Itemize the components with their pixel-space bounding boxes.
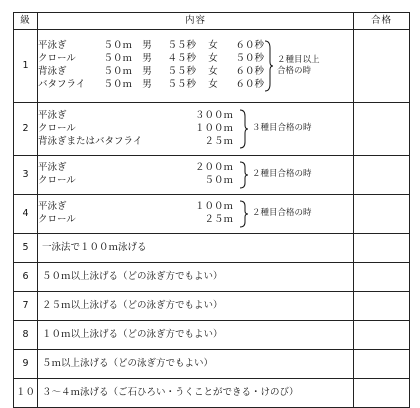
pass-condition-line: ２種目以上 xyxy=(277,54,320,65)
pass-condition xyxy=(252,169,312,180)
stroke-name: 平泳ぎ xyxy=(38,162,67,174)
stroke-line xyxy=(38,175,233,188)
grade-content xyxy=(38,156,354,195)
requirement-text: ３～４ｍ泳げる（ご石ひろい・うくことができる・けのび） xyxy=(42,386,299,398)
grade-content xyxy=(38,263,354,292)
strokes-block xyxy=(38,161,353,189)
grade-row-4 xyxy=(14,195,410,234)
header-content: 内容 xyxy=(38,13,354,30)
pass-cell[interactable] xyxy=(354,156,410,195)
stroke-name: クロール xyxy=(38,175,76,187)
stroke-name: 背泳ぎまたはバタフライ xyxy=(38,135,143,147)
stroke-distance: ５０ｍ xyxy=(103,79,132,91)
female-label: 女 xyxy=(208,66,218,78)
grade-content xyxy=(38,195,354,234)
stroke-line xyxy=(38,53,264,66)
stroke-line xyxy=(38,110,233,123)
pass-cell[interactable] xyxy=(354,103,410,156)
pass-condition-line: ３種目合格の時 xyxy=(252,123,312,134)
grade-number: 9 xyxy=(14,350,38,379)
grade-content xyxy=(38,321,354,350)
male-time: ５５秒 xyxy=(167,79,196,91)
grade-number: 7 xyxy=(14,292,38,321)
stroke-distance: ５０ｍ xyxy=(204,175,233,187)
stroke-line xyxy=(38,162,233,175)
stroke-distance: １００ｍ xyxy=(194,122,233,134)
pass-cell[interactable] xyxy=(354,30,410,103)
female-time: ６０秒 xyxy=(235,66,264,78)
stroke-lines xyxy=(38,162,233,188)
right-brace-icon xyxy=(239,161,249,189)
stroke-name: 背泳ぎ xyxy=(38,66,67,78)
grade-row-10 xyxy=(14,379,410,408)
header-row xyxy=(14,13,410,30)
stroke-name: クロール xyxy=(38,53,76,65)
pass-cell[interactable] xyxy=(354,195,410,234)
grade-number: 8 xyxy=(14,321,38,350)
grade-content xyxy=(38,30,354,103)
grade-row-7 xyxy=(14,292,410,321)
stroke-lines xyxy=(38,40,264,92)
stroke-lines xyxy=(38,110,233,149)
pass-cell[interactable] xyxy=(354,263,410,292)
header-pass: 合格 xyxy=(354,13,410,30)
grade-number: 5 xyxy=(14,234,38,263)
grade-row-8 xyxy=(14,321,410,350)
strokes-block xyxy=(38,109,353,149)
stroke-distance: ５０ｍ xyxy=(103,40,132,52)
pass-cell[interactable] xyxy=(354,350,410,379)
grade-row-3 xyxy=(14,156,410,195)
pass-condition xyxy=(277,55,320,77)
pass-condition-line: ２種目合格の時 xyxy=(252,208,312,219)
grade-row-1 xyxy=(14,30,410,103)
stroke-distance: ３００ｍ xyxy=(194,109,233,121)
pass-condition-line: ２種目合格の時 xyxy=(252,169,312,180)
stroke-lines xyxy=(38,201,233,227)
female-label: 女 xyxy=(208,79,218,91)
stroke-name: 平泳ぎ xyxy=(38,201,67,213)
strokes-block xyxy=(38,200,353,228)
pass-cell[interactable] xyxy=(354,379,410,408)
strokes-block xyxy=(38,40,353,92)
requirement-text: ５０ｍ以上泳げる（どの泳ぎ方でもよい） xyxy=(42,270,223,282)
stroke-name: 平泳ぎ xyxy=(38,109,67,121)
requirement-text: ２５ｍ以上泳げる（どの泳ぎ方でもよい） xyxy=(42,299,223,311)
grade-row-2 xyxy=(14,103,410,156)
grade-number: 2 xyxy=(14,103,38,156)
grade-content xyxy=(38,350,354,379)
pass-condition xyxy=(252,123,312,134)
right-brace-icon xyxy=(239,200,249,228)
grade-row-9 xyxy=(14,350,410,379)
stroke-line xyxy=(38,123,233,136)
female-time: ６０秒 xyxy=(235,40,264,52)
stroke-line xyxy=(38,201,233,214)
right-brace-icon xyxy=(264,40,274,92)
grade-number: １０ xyxy=(14,379,38,408)
male-label: 男 xyxy=(142,66,152,78)
grade-content xyxy=(38,103,354,156)
grade-row-6 xyxy=(14,263,410,292)
grade-number: 6 xyxy=(14,263,38,292)
stroke-line xyxy=(38,214,233,227)
stroke-line xyxy=(38,66,264,79)
stroke-name: クロール xyxy=(38,122,76,134)
stroke-distance: ２５ｍ xyxy=(204,214,233,226)
pass-cell[interactable] xyxy=(354,292,410,321)
stroke-line xyxy=(38,136,233,149)
stroke-distance: ２５ｍ xyxy=(204,135,233,147)
grade-content xyxy=(38,234,354,263)
requirement-text: 一泳法で１００ｍ泳げる xyxy=(42,241,147,253)
pass-cell[interactable] xyxy=(354,321,410,350)
stroke-name: 平泳ぎ xyxy=(38,40,67,52)
pass-condition xyxy=(252,208,312,219)
grade-number: 3 xyxy=(14,156,38,195)
male-time: ４５秒 xyxy=(167,53,196,65)
grade-number: 4 xyxy=(14,195,38,234)
stroke-distance: ５０ｍ xyxy=(103,66,132,78)
stroke-distance: ２００ｍ xyxy=(194,162,233,174)
swim-grade-table xyxy=(13,12,410,408)
pass-cell[interactable] xyxy=(354,234,410,263)
right-brace-icon xyxy=(239,109,249,149)
header-grade: 級 xyxy=(14,13,38,30)
stroke-distance: １００ｍ xyxy=(194,201,233,213)
grade-row-5 xyxy=(14,234,410,263)
female-label: 女 xyxy=(208,53,218,65)
stroke-name: バタフライ xyxy=(38,79,86,91)
stroke-name: クロール xyxy=(38,214,76,226)
stroke-line xyxy=(38,40,264,53)
male-time: ５５秒 xyxy=(167,66,196,78)
requirement-text: １０ｍ以上泳げる（どの泳ぎ方でもよい） xyxy=(42,328,223,340)
male-label: 男 xyxy=(142,79,152,91)
requirement-text: ５ｍ以上泳げる（どの泳ぎ方でもよい） xyxy=(42,357,214,369)
female-time: ５０秒 xyxy=(235,53,264,65)
male-label: 男 xyxy=(142,40,152,52)
grade-content xyxy=(38,379,354,408)
stroke-distance: ５０ｍ xyxy=(103,53,132,65)
grade-number: 1 xyxy=(14,30,38,103)
stroke-line xyxy=(38,79,264,92)
male-label: 男 xyxy=(142,53,152,65)
female-label: 女 xyxy=(208,40,218,52)
female-time: ６０秒 xyxy=(235,79,264,91)
pass-condition-line: 合格の時 xyxy=(277,66,312,76)
male-time: ５５秒 xyxy=(167,40,196,52)
grade-content xyxy=(38,292,354,321)
